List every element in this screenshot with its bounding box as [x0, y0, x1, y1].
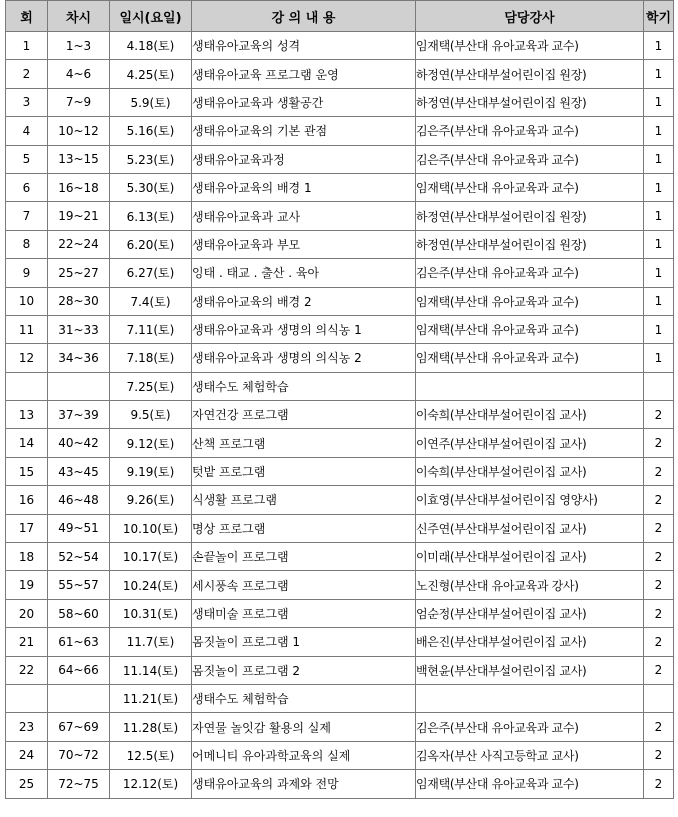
cell-semester: 1 — [644, 202, 674, 230]
cell-instructor: 임재택(부산대 유아교육과 교수) — [416, 287, 644, 315]
cell-period: 25~27 — [48, 259, 110, 287]
cell-session: 14 — [6, 429, 48, 457]
table-row — [6, 741, 674, 769]
cell-semester: 2 — [644, 628, 674, 656]
cell-instructor: 이연주(부산대부설어린이집 교사) — [416, 429, 644, 457]
cell-semester: 2 — [644, 599, 674, 627]
cell-semester: 1 — [644, 117, 674, 145]
cell-session: 5 — [6, 145, 48, 173]
cell-session: 16 — [6, 486, 48, 514]
cell-instructor: 이미래(부산대부설어린이집 교사) — [416, 543, 644, 571]
header-row — [6, 1, 674, 32]
cell-period — [48, 684, 110, 712]
table-row — [6, 571, 674, 599]
cell-lecture-content: 생태유아교육의 기본 관점 — [192, 117, 416, 145]
cell-semester: 2 — [644, 571, 674, 599]
cell-date: 12.5(토) — [110, 741, 192, 769]
cell-date: 10.17(토) — [110, 543, 192, 571]
table-row — [6, 32, 674, 60]
cell-date: 10.31(토) — [110, 599, 192, 627]
cell-session: 2 — [6, 60, 48, 88]
table-row — [6, 315, 674, 343]
table-row — [6, 770, 674, 798]
cell-session: 24 — [6, 741, 48, 769]
cell-lecture-content: 생태유아교육 프로그램 운영 — [192, 60, 416, 88]
cell-session: 15 — [6, 457, 48, 485]
cell-date: 5.16(토) — [110, 117, 192, 145]
cell-date: 6.20(토) — [110, 230, 192, 258]
cell-period: 49~51 — [48, 514, 110, 542]
table-row — [6, 457, 674, 485]
cell-date: 9.19(토) — [110, 457, 192, 485]
cell-instructor: 하정연(부산대부설어린이집 원장) — [416, 230, 644, 258]
cell-instructor — [416, 372, 644, 400]
cell-date: 9.12(토) — [110, 429, 192, 457]
cell-lecture-content: 몸짓놀이 프로그램 2 — [192, 656, 416, 684]
cell-semester: 1 — [644, 344, 674, 372]
cell-semester: 2 — [644, 770, 674, 798]
cell-semester: 1 — [644, 88, 674, 116]
table-row — [6, 713, 674, 741]
cell-semester — [644, 372, 674, 400]
cell-lecture-content: 생태수도 체험학습 — [192, 684, 416, 712]
cell-instructor: 이숙희(부산대부설어린이집 교사) — [416, 401, 644, 429]
cell-period: 22~24 — [48, 230, 110, 258]
table-row — [6, 202, 674, 230]
cell-date: 10.10(토) — [110, 514, 192, 542]
cell-instructor: 김은주(부산대 유아교육과 교수) — [416, 117, 644, 145]
cell-date: 7.18(토) — [110, 344, 192, 372]
cell-session: 4 — [6, 117, 48, 145]
cell-instructor: 엄순정(부산대부설어린이집 교사) — [416, 599, 644, 627]
cell-date: 11.28(토) — [110, 713, 192, 741]
cell-instructor: 노진형(부산대 유아교육과 강사) — [416, 571, 644, 599]
cell-period: 19~21 — [48, 202, 110, 230]
cell-date: 10.24(토) — [110, 571, 192, 599]
header-date: 일시(요일) — [110, 1, 192, 32]
cell-lecture-content: 생태유아교육과 부모 — [192, 230, 416, 258]
cell-lecture-content: 생태유아교육의 배경 1 — [192, 173, 416, 201]
cell-date: 9.26(토) — [110, 486, 192, 514]
cell-lecture-content: 생태유아교육의 배경 2 — [192, 287, 416, 315]
cell-session: 22 — [6, 656, 48, 684]
table-row — [6, 344, 674, 372]
cell-period: 4~6 — [48, 60, 110, 88]
table-row — [6, 684, 674, 712]
cell-lecture-content: 텃밭 프로그램 — [192, 457, 416, 485]
cell-session: 20 — [6, 599, 48, 627]
cell-session: 17 — [6, 514, 48, 542]
cell-period: 13~15 — [48, 145, 110, 173]
cell-instructor: 하정연(부산대부설어린이집 원장) — [416, 202, 644, 230]
cell-period: 46~48 — [48, 486, 110, 514]
cell-session: 21 — [6, 628, 48, 656]
table-row — [6, 259, 674, 287]
cell-session: 6 — [6, 173, 48, 201]
table-row — [6, 543, 674, 571]
cell-session: 18 — [6, 543, 48, 571]
cell-lecture-content: 생태유아교육과정 — [192, 145, 416, 173]
table-row — [6, 60, 674, 88]
cell-semester: 1 — [644, 287, 674, 315]
cell-semester: 2 — [644, 514, 674, 542]
cell-lecture-content: 잉태 . 태교 . 출산 . 육아 — [192, 259, 416, 287]
cell-instructor: 임재택(부산대 유아교육과 교수) — [416, 344, 644, 372]
cell-session: 7 — [6, 202, 48, 230]
cell-date: 11.14(토) — [110, 656, 192, 684]
cell-instructor: 김은주(부산대 유아교육과 교수) — [416, 145, 644, 173]
cell-lecture-content: 어메니티 유아과학교육의 실제 — [192, 741, 416, 769]
cell-date: 12.12(토) — [110, 770, 192, 798]
cell-session: 8 — [6, 230, 48, 258]
cell-semester: 1 — [644, 60, 674, 88]
cell-period: 58~60 — [48, 599, 110, 627]
cell-instructor: 백현윤(부산대부설어린이집 교사) — [416, 656, 644, 684]
header-lecture-content: 강 의 내 용 — [192, 1, 416, 32]
header-session: 회 — [6, 1, 48, 32]
cell-session: 12 — [6, 344, 48, 372]
cell-session: 3 — [6, 88, 48, 116]
cell-date: 5.9(토) — [110, 88, 192, 116]
cell-instructor: 임재택(부산대 유아교육과 교수) — [416, 32, 644, 60]
cell-date: 5.30(토) — [110, 173, 192, 201]
cell-lecture-content: 식생활 프로그램 — [192, 486, 416, 514]
table-row — [6, 514, 674, 542]
cell-period: 34~36 — [48, 344, 110, 372]
table-row — [6, 287, 674, 315]
cell-session: 25 — [6, 770, 48, 798]
cell-period: 7~9 — [48, 88, 110, 116]
cell-lecture-content: 생태미술 프로그램 — [192, 599, 416, 627]
cell-semester: 2 — [644, 543, 674, 571]
cell-period: 28~30 — [48, 287, 110, 315]
table-row — [6, 88, 674, 116]
cell-period: 40~42 — [48, 429, 110, 457]
cell-instructor: 이숙희(부산대부설어린이집 교사) — [416, 457, 644, 485]
cell-semester: 2 — [644, 741, 674, 769]
cell-instructor: 김옥자(부산 사직고등학교 교사) — [416, 741, 644, 769]
cell-lecture-content: 몸짓놀이 프로그램 1 — [192, 628, 416, 656]
cell-session: 13 — [6, 401, 48, 429]
cell-instructor: 하정연(부산대부설어린이집 원장) — [416, 60, 644, 88]
cell-instructor: 신주연(부산대부설어린이집 교사) — [416, 514, 644, 542]
table-row — [6, 401, 674, 429]
cell-period: 64~66 — [48, 656, 110, 684]
cell-period: 1~3 — [48, 32, 110, 60]
lecture-schedule-table — [5, 0, 674, 799]
cell-lecture-content: 생태유아교육과 교사 — [192, 202, 416, 230]
cell-date: 4.18(토) — [110, 32, 192, 60]
cell-lecture-content: 자연물 놀잇감 활용의 실제 — [192, 713, 416, 741]
cell-date: 7.25(토) — [110, 372, 192, 400]
table-row — [6, 656, 674, 684]
table-row — [6, 117, 674, 145]
cell-date: 4.25(토) — [110, 60, 192, 88]
cell-period: 55~57 — [48, 571, 110, 599]
cell-session — [6, 684, 48, 712]
cell-period — [48, 372, 110, 400]
cell-instructor: 배은진(부산대부설어린이집 교사) — [416, 628, 644, 656]
cell-period: 70~72 — [48, 741, 110, 769]
cell-lecture-content: 자연건강 프로그램 — [192, 401, 416, 429]
cell-semester: 1 — [644, 230, 674, 258]
cell-semester: 1 — [644, 145, 674, 173]
cell-lecture-content: 산책 프로그램 — [192, 429, 416, 457]
cell-period: 67~69 — [48, 713, 110, 741]
cell-instructor: 임재택(부산대 유아교육과 교수) — [416, 315, 644, 343]
table-row — [6, 173, 674, 201]
cell-session: 10 — [6, 287, 48, 315]
table-row — [6, 486, 674, 514]
table-row — [6, 628, 674, 656]
cell-instructor: 이효영(부산대부설어린이집 영양사) — [416, 486, 644, 514]
cell-semester: 1 — [644, 32, 674, 60]
cell-semester: 2 — [644, 656, 674, 684]
cell-instructor: 김은주(부산대 유아교육과 교수) — [416, 713, 644, 741]
cell-period: 10~12 — [48, 117, 110, 145]
cell-semester: 2 — [644, 401, 674, 429]
cell-date: 6.13(토) — [110, 202, 192, 230]
cell-semester: 1 — [644, 259, 674, 287]
table-row — [6, 429, 674, 457]
cell-session: 1 — [6, 32, 48, 60]
cell-instructor: 김은주(부산대 유아교육과 교수) — [416, 259, 644, 287]
cell-period: 61~63 — [48, 628, 110, 656]
cell-period: 52~54 — [48, 543, 110, 571]
cell-period: 43~45 — [48, 457, 110, 485]
cell-date: 7.11(토) — [110, 315, 192, 343]
cell-date: 11.7(토) — [110, 628, 192, 656]
cell-date: 5.23(토) — [110, 145, 192, 173]
cell-instructor — [416, 684, 644, 712]
cell-lecture-content: 생태수도 체험학습 — [192, 372, 416, 400]
header-instructor: 담당강사 — [416, 1, 644, 32]
table-row — [6, 372, 674, 400]
header-semester: 학기 — [644, 1, 674, 32]
cell-lecture-content: 명상 프로그램 — [192, 514, 416, 542]
cell-lecture-content: 생태유아교육과 생명의 의식농 2 — [192, 344, 416, 372]
cell-session — [6, 372, 48, 400]
cell-date: 11.21(토) — [110, 684, 192, 712]
cell-instructor: 임재택(부산대 유아교육과 교수) — [416, 770, 644, 798]
cell-date: 7.4(토) — [110, 287, 192, 315]
cell-lecture-content: 생태유아교육과 생활공간 — [192, 88, 416, 116]
cell-semester — [644, 684, 674, 712]
table-row — [6, 599, 674, 627]
table-row — [6, 145, 674, 173]
cell-lecture-content: 세시풍속 프로그램 — [192, 571, 416, 599]
cell-session: 11 — [6, 315, 48, 343]
cell-date: 9.5(토) — [110, 401, 192, 429]
cell-period: 31~33 — [48, 315, 110, 343]
cell-semester: 2 — [644, 457, 674, 485]
cell-semester: 2 — [644, 713, 674, 741]
cell-lecture-content: 생태유아교육의 성격 — [192, 32, 416, 60]
cell-instructor: 하정연(부산대부설어린이집 원장) — [416, 88, 644, 116]
cell-semester: 2 — [644, 486, 674, 514]
cell-date: 6.27(토) — [110, 259, 192, 287]
cell-session: 23 — [6, 713, 48, 741]
cell-session: 19 — [6, 571, 48, 599]
cell-lecture-content: 손끝놀이 프로그램 — [192, 543, 416, 571]
cell-period: 16~18 — [48, 173, 110, 201]
header-period: 차시 — [48, 1, 110, 32]
cell-lecture-content: 생태유아교육과 생명의 의식농 1 — [192, 315, 416, 343]
cell-session: 9 — [6, 259, 48, 287]
cell-lecture-content: 생태유아교육의 과제와 전망 — [192, 770, 416, 798]
cell-semester: 2 — [644, 429, 674, 457]
table-row — [6, 230, 674, 258]
cell-semester: 1 — [644, 315, 674, 343]
cell-semester: 1 — [644, 173, 674, 201]
cell-period: 72~75 — [48, 770, 110, 798]
cell-instructor: 임재택(부산대 유아교육과 교수) — [416, 173, 644, 201]
cell-period: 37~39 — [48, 401, 110, 429]
